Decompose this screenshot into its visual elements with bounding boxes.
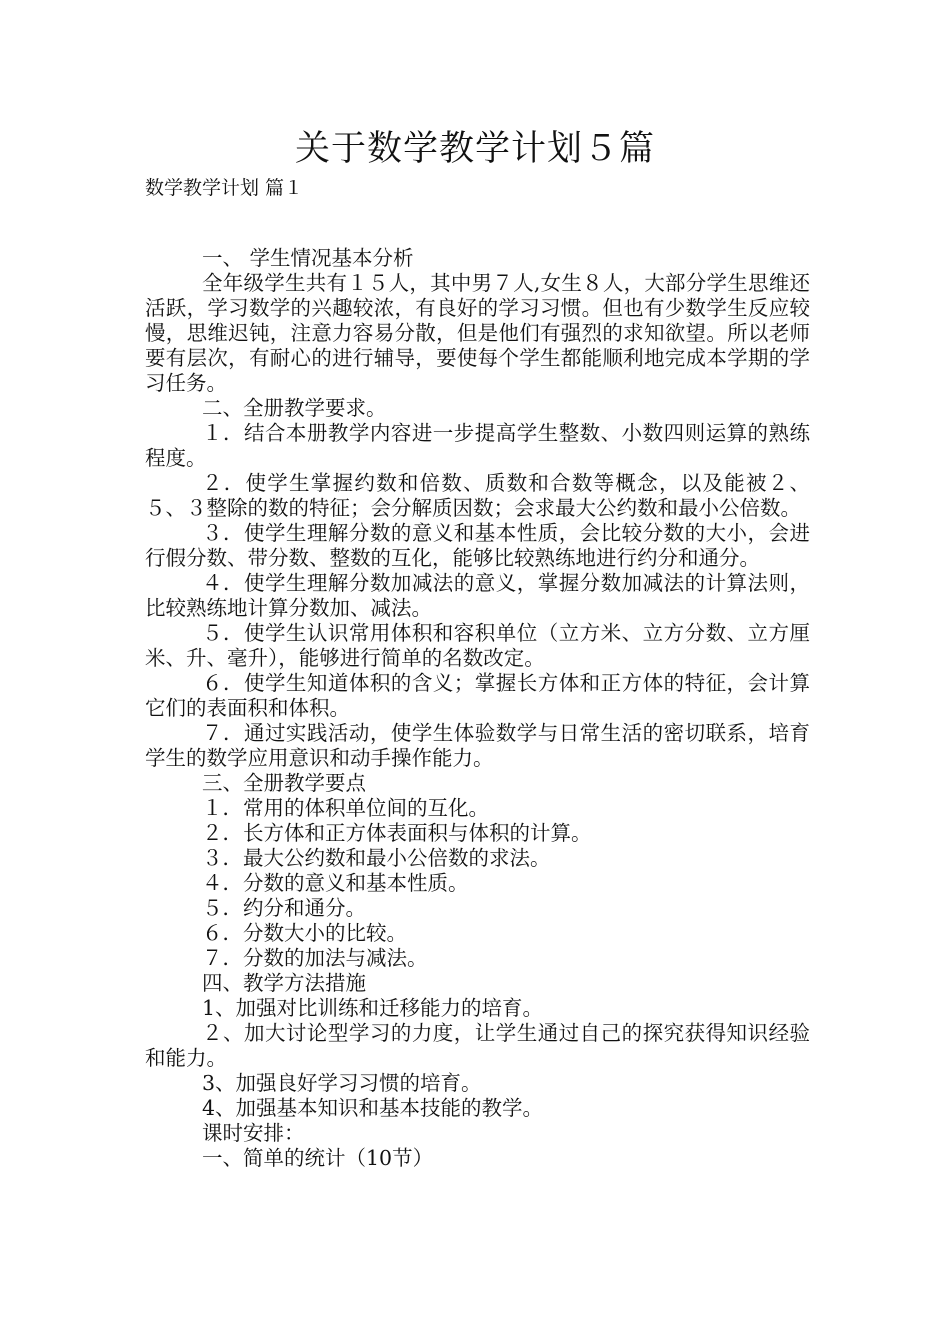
document-title: 关于数学教学计划５篇 — [294, 129, 655, 169]
list-item: １．常用的体积单位间的互化。 — [202, 796, 489, 820]
list-item: ７．通过实践活动，使学生体验数学与日常生活的密切联系，培育学生的数学应用意识和动手操作能力。 — [145, 721, 810, 770]
section-heading-1: 一、 学生情况基本分析 — [202, 246, 414, 270]
list-item: ７．分数的加法与减法。 — [202, 946, 428, 970]
list-item: ５．使学生认识常用体积和容积单位（立方米、立方分数、立方厘米、升、毫升），能够进行简单的名数改定。 — [145, 621, 810, 670]
list-item: ６．使学生知道体积的含义；掌握长方体和正方体的特征，会计算它们的表面积和体积。 — [145, 671, 810, 720]
list-item: ６．分数大小的比较。 — [202, 921, 407, 945]
document-subtitle: 数学教学计划 篇１ — [145, 177, 304, 199]
paragraph: 全年级学生共有１５人，其中男７人,女生８人，大部分学生思维还活跃，学习数学的兴趣较浓，有良好的学习习惯。但也有少数学生反应较慢，思维迟钝，注意力容易分散，但是他们有强烈的求知欲望。所以老师要有层次，有耐心的进行辅导，要使每个学生都能顺利地完成本学期的学习任务。 — [145, 271, 810, 395]
section-heading-4: 四、教学方法措施 — [202, 971, 366, 995]
list-item: ２．使学生掌握约数和倍数、质数和合数等概念，以及能被２、５、３整除的数的特征；会分解质因数；会求最大公约数和最小公倍数。 — [145, 471, 810, 520]
list-item: ４．使学生理解分数加减法的意义，掌握分数加减法的计算法则，比较熟练地计算分数加、减法。 — [145, 571, 810, 620]
list-item: 3、加强良好学习习惯的培育。 — [202, 1071, 482, 1095]
schedule-heading: 课时安排： — [202, 1121, 305, 1145]
section-heading-2: 二、全册教学要求。 — [202, 396, 387, 420]
list-item: ２、加大讨论型学习的力度，让学生通过自己的探究获得知识经验和能力。 — [145, 1021, 810, 1070]
section-heading-3: 三、全册教学要点 — [202, 771, 366, 795]
list-item: １．结合本册教学内容进一步提高学生整数、小数四则运算的熟练程度。 — [145, 421, 810, 470]
list-item: 4、加强基本知识和基本技能的教学。 — [202, 1096, 544, 1120]
document-body — [145, 246, 810, 1171]
list-item: ３．最大公约数和最小公倍数的求法。 — [202, 846, 551, 870]
list-item: ３．使学生理解分数的意义和基本性质，会比较分数的大小，会进行假分数、带分数、整数的互化，能够比较熟练地进行约分和通分。 — [145, 521, 810, 570]
list-item: ２．长方体和正方体表面积与体积的计算。 — [202, 821, 592, 845]
list-item: ５．约分和通分。 — [202, 896, 366, 920]
list-item: ４．分数的意义和基本性质。 — [202, 871, 469, 895]
list-item: 1、加强对比训练和迁移能力的培育。 — [202, 996, 544, 1020]
schedule-item: 一、简单的统计（10节） — [202, 1146, 434, 1170]
